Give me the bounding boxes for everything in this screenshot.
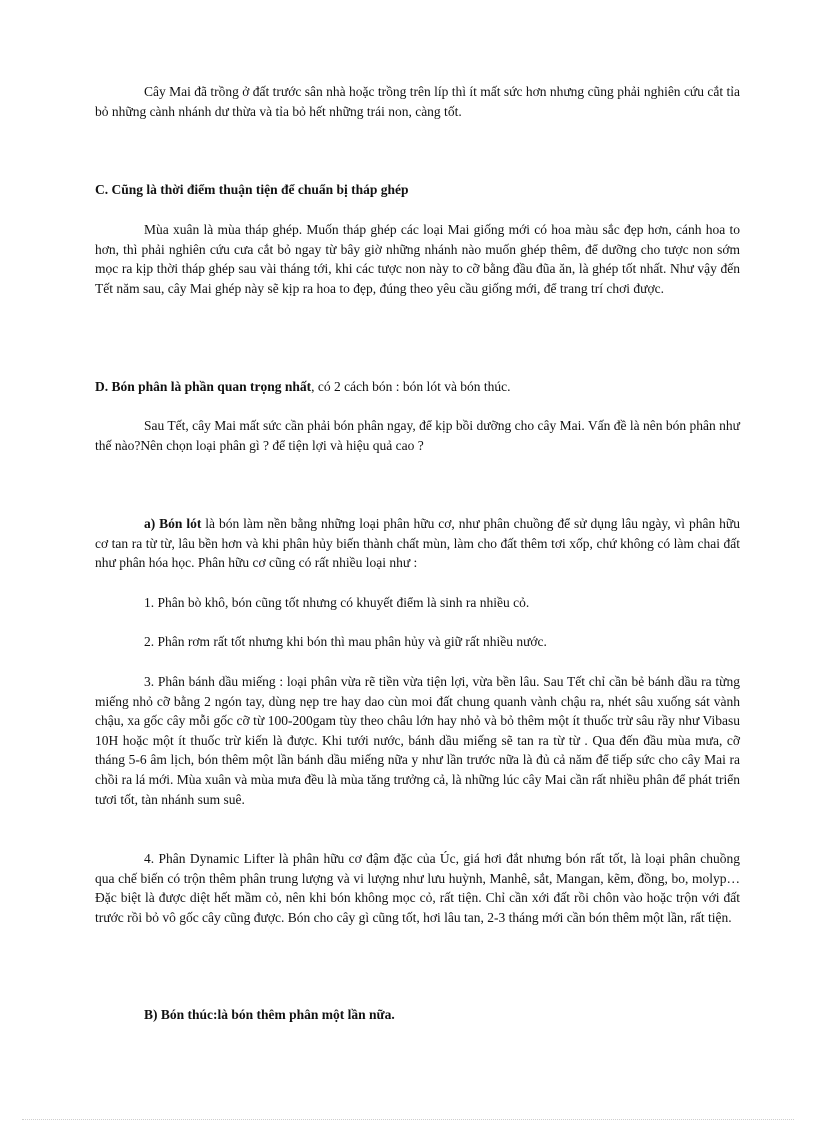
bon-lot-label: a) Bón lót — [144, 516, 202, 531]
section-c-heading-text: C. Cũng là thời điểm thuận tiện để chuẩn bị tháp ghép — [95, 182, 409, 197]
list-item: 4. Phân Dynamic Lifter là phân hữu cơ đậm đặc của Úc, giá hơi đắt nhưng bón rất tốt, là loại phân chuồng qua chế biến có trộn thêm phân trung lượng và vi lượng như lưu huỳnh, Manhê, sắt, Mangan, kẽm, đồng, bo, molyp…Đặc biệt là được diệt hết mầm cỏ, nên khi bón không mọc cỏ, rất tiện. Chỉ cần xới đất rồi chôn vào hoặc trộn với đất trước rồi bỏ vô gốc cây cũng được. Bón cho cây gì cũng tốt, hơi lâu tan, 2-3 tháng mới cần bón thêm một lần, rất tiện. — [95, 851, 740, 925]
section-d-paragraph: Sau Tết, cây Mai mất sức cần phải bón phân ngay, để kịp bồi dưỡng cho cây Mai. Vấn đề là nên bón phân như thế nào?Nên chọn loại phân gì ? để tiện lợi và hiệu quả cao ? — [95, 418, 740, 453]
bon-lot-paragraph — [95, 514, 740, 573]
section-d-heading — [95, 377, 740, 397]
section-c-heading — [95, 180, 740, 200]
section-d-heading-bold: D. Bón phân là phần quan trọng nhất — [95, 379, 312, 394]
bon-thuc-heading-text: B) Bón thúc:là bón thêm phân một lần nữa. — [144, 1007, 395, 1022]
list-item: 1. Phân bò khô, bón cũng tốt nhưng có khuyết điểm là sinh ra nhiều cỏ. — [144, 595, 530, 610]
section-c-paragraph: Mùa xuân là mùa tháp ghép. Muốn tháp ghép các loại Mai giống mới có hoa màu sắc đẹp hơn, cánh hoa to hơn, thì phải nghiên cứu cưa cắt bỏ ngay từ bây giờ những nhánh nào muốn ghép thêm, để dưỡng cho tược non sớm mọc ra kịp thời tháp ghép sau vài tháng tới, khi các tược non này to cỡ bằng đầu đũa ăn, là ghép tốt nhất. Như vậy đến Tết năm sau, cây Mai ghép này sẽ kịp ra hoa to đẹp, đúng theo yêu cầu giống mới, để trang trí chơi được. — [95, 222, 740, 296]
intro-paragraph: Cây Mai đã trồng ở đất trước sân nhà hoặc trồng trên líp thì ít mất sức hơn nhưng cũng phải nghiên cứu cắt tỉa bỏ những cành nhánh dư thừa và tỉa bỏ hết những trái non, càng tốt. — [95, 84, 740, 119]
bon-lot-text: là bón làm nền bằng những loại phân hữu cơ, như phân chuồng để sử dụng lâu ngày, vì phân hữu cơ tan ra từ từ, lâu bền hơn và khi phân hủy biến thành chất mùn, làm cho đất thêm tơi xốp, chứ không có làm chai đất như phân hóa học. Phân hữu cơ cũng có rất nhiều loại như : — [95, 516, 740, 571]
list-item: 3. Phân bánh dầu miếng : loại phân vừa rẽ tiền vừa tiện lợi, vừa bền lâu. Sau Tết chỉ cần bẻ bánh dầu ra từng miếng nhỏ cỡ bằng 2 ngón tay, dùng nẹp tre hay dao cùn moi đất chung quanh vành chậu ra, nhét sâu xuống sát vành chậu, xa gốc cây mỗi gốc cỡ từ 100-200gam tùy theo châu lớn hay nhỏ và bỏ thêm một ít thuốc trừ sâu rầy như Vibasu 10H hoặc một ít thuốc trừ kiến là được. Khi tưới nước, bánh dầu miếng sẽ tan ra từ từ . Qua đến đầu mùa mưa, cỡ tháng 5-6 âm lịch, bón thêm một lần bánh dầu miếng nữa y như lần trước nữa là đủ cả năm để tiếp sức cho cây Mai ra chồi ra lá mới. Mùa xuân và mùa mưa đều là mùa tăng trưởng cả, là những lúc cây Mai cần rất nhiều phân để phát triển tươi tốt, tàn nhánh sum suê. — [95, 674, 741, 807]
bon-thuc-heading — [144, 1005, 789, 1025]
list-item: 2. Phân rơm rất tốt nhưng khi bón thì mau phân hủy và giữ rất nhiều nước. — [144, 634, 547, 649]
section-d-heading-rest: , có 2 cách bón : bón lót và bón thúc. — [311, 379, 511, 394]
page-bottom-divider — [22, 1119, 794, 1120]
